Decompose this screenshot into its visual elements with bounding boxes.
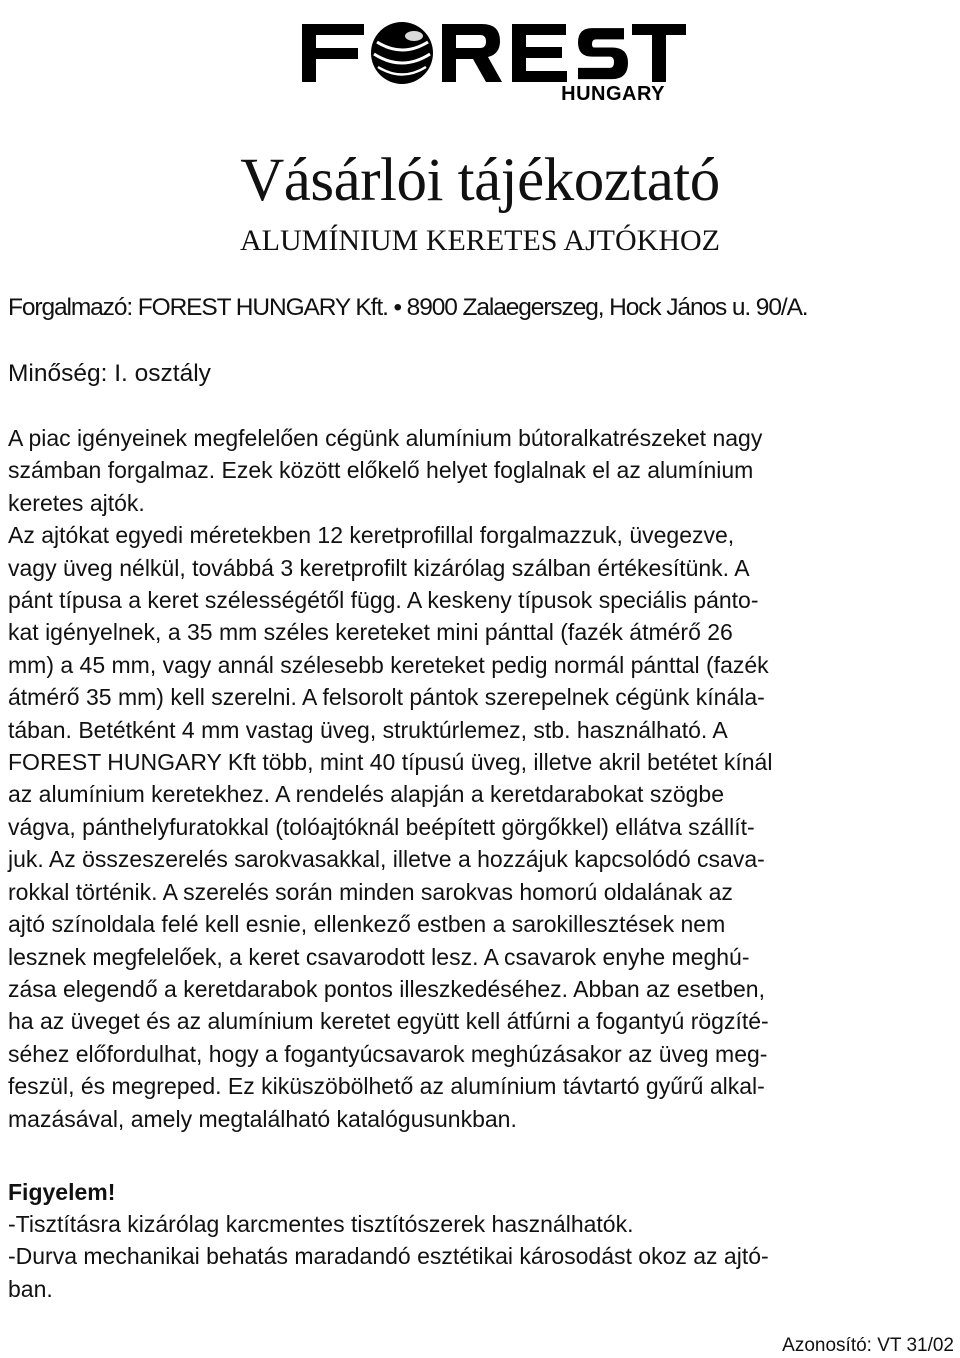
body-line: az alumínium keretekhez. A rendelés alapján a keretdarabokat szögbe bbox=[8, 781, 724, 808]
body-line: séhez előfordulhat, hogy a fogantyúcsavarok meghúzásakor az üveg meg- bbox=[8, 1040, 768, 1067]
warning-list bbox=[8, 1208, 958, 1305]
quality-line: Minőség: I. osztály bbox=[8, 360, 211, 387]
warning-heading: Figyelem! bbox=[8, 1179, 116, 1205]
logo-subtitle: HUNGARY bbox=[561, 83, 665, 102]
page-subtitle: ALUMÍNIUM KERETES AJTÓKHOZ bbox=[240, 224, 720, 257]
body-line: keretes ajtók. bbox=[8, 489, 145, 516]
forest-hungary-logo bbox=[302, 18, 686, 102]
body-line: vágva, pánthelyfuratokkal (tolóajtóknál beépített görgőkkel) ellátva szállít- bbox=[8, 813, 755, 840]
body-line: kat igényelnek, a 35 mm széles kereteket mini pánttal (fazék átmérő 26 bbox=[8, 619, 733, 646]
body-line: számban forgalmaz. Ezek között előkelő helyet foglalnak el az alumínium bbox=[8, 457, 754, 484]
ball-icon bbox=[371, 22, 433, 84]
logo-graphic bbox=[302, 18, 686, 102]
document-identifier: Azonosító: VT 31/02 bbox=[782, 1335, 954, 1356]
body-line: feszül, és megreped. Ez kiküszöbölhető az alumínium távtartó gyűrű alkal- bbox=[8, 1073, 765, 1100]
warning-line: ban. bbox=[8, 1275, 53, 1302]
body-line: mazásával, amely megtalálható katalógusunkban. bbox=[8, 1105, 517, 1132]
body-line: zása elegendő a keretdarabok pontos illeszkedéséhez. Abban az esetben, bbox=[8, 975, 765, 1002]
body-line: lesznek megfelelőek, a keret csavarodott lesz. A csavarok enyhe meghú- bbox=[8, 943, 750, 970]
body-line: A piac igényeinek megfelelően cégünk alumínium bútoralkatrészeket nagy bbox=[8, 425, 763, 451]
body-line: ajtó színoldala felé kell esnie, ellenkező estben a sarokillesztések nem bbox=[8, 911, 726, 938]
warning-line: -Durva mechanikai behatás maradandó esztétikai károsodást okoz az ajtó- bbox=[8, 1243, 769, 1270]
body-line: mm) a 45 mm, vagy annál szélesebb kereteket pedig normál pánttal (fazék bbox=[8, 651, 769, 678]
body-line: Az ajtókat egyedi méretekben 12 keretprofillal forgalmazzuk, üvegezve, bbox=[8, 522, 735, 549]
body-line: vagy üveg nélkül, továbbá 3 keretprofilt kizárólag szálban értékesítünk. A bbox=[8, 554, 750, 581]
body-line: ha az üveget és az alumínium keretet együtt kell átfúrni a fogantyú rögzíté- bbox=[8, 1008, 769, 1035]
body-paragraph bbox=[8, 422, 958, 1135]
body-line: pánt típusa a keret szélességétől függ. A keskeny típusok speciális pánto- bbox=[8, 587, 759, 614]
warning-line: -Tisztításra kizárólag karcmentes tisztítószerek használhatók. bbox=[8, 1211, 634, 1237]
body-line: rokkal történik. A szerelés során minden sarokvas homorú oldalának az bbox=[8, 878, 733, 905]
body-line: FOREST HUNGARY Kft több, mint 40 típusú üveg, illetve akril betétet kínál bbox=[8, 749, 773, 776]
body-line: juk. Az összeszerelés sarokvasakkal, illetve a hozzájuk kapcsolódó csava- bbox=[8, 846, 765, 873]
page-title: Vásárlói tájékoztató bbox=[240, 147, 720, 214]
body-line: tában. Betétként 4 mm vastag üveg, struktúrlemez, stb. használható. A bbox=[8, 716, 728, 743]
distributor-line: Forgalmazó: FOREST HUNGARY Kft. • 8900 Zalaegerszeg, Hock János u. 90/A. bbox=[8, 294, 808, 321]
body-line: átmérő 35 mm) kell szerelni. A felsorolt pántok szerepelnek cégünk kínála- bbox=[8, 684, 765, 711]
